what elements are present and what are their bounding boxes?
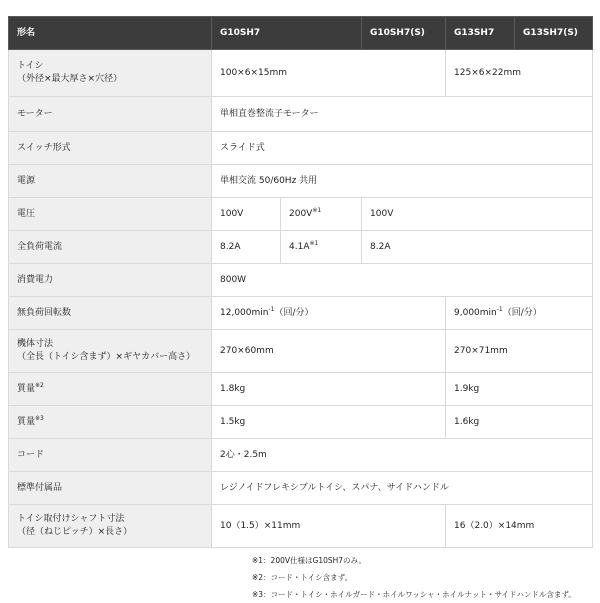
cell-current-2-value: 4.1A: [289, 241, 310, 252]
cell-accessories: レジノイドフレキシブルトイシ、スパナ、サイドハンドル: [212, 472, 593, 505]
cell-speed-g10-unit: （回/分）: [274, 307, 314, 318]
cell-current-1: 8.2A: [212, 231, 281, 264]
cell-speed-g10-sup: -1: [268, 305, 275, 313]
row-label-switch: スイッチ形式: [9, 132, 212, 165]
row-label-mass-3-text: 質量: [17, 416, 36, 427]
row-label-mass-2-note: ※2: [35, 381, 44, 389]
row-label-current: 全負荷電流: [9, 231, 212, 264]
header-row: [9, 17, 593, 50]
header-model-g10sh7s: G10SH7(S): [362, 17, 446, 50]
footnote-1: ※1：200V仕様はG10SH7のみ。: [252, 556, 366, 565]
cell-cord: 2心・2.5m: [212, 439, 593, 472]
row-label-power-source: 電源: [9, 165, 212, 198]
row-motor: [9, 97, 593, 132]
cell-speed-g13-value: 9,000min: [454, 307, 497, 318]
row-label-dimensions-line1: 機体寸法: [17, 339, 54, 349]
row-label-wheel-line2: （外径×最大厚さ×穴径）: [17, 74, 123, 84]
footnotes: [252, 552, 576, 603]
cell-current-2: [281, 231, 362, 264]
row-shaft: [9, 505, 593, 548]
row-label-mass-2: [9, 373, 212, 406]
spec-table-container: [8, 16, 592, 548]
header-model-g10sh7: G10SH7: [212, 17, 362, 50]
row-cord: [9, 439, 593, 472]
row-label-cord: コード: [9, 439, 212, 472]
row-label-wheel: [9, 50, 212, 97]
cell-voltage-3: 100V: [362, 198, 593, 231]
cell-voltage-1: 100V: [212, 198, 281, 231]
cell-shaft-g13: 16（2.0）×14mm: [446, 505, 593, 548]
row-label-shaft-line2: （径（ねじピッチ）×長さ）: [17, 527, 133, 537]
cell-current-2-note: ※1: [309, 239, 319, 247]
row-label-shaft: [9, 505, 212, 548]
cell-dimensions-g10: 270×60mm: [212, 330, 446, 373]
row-accessories: [9, 472, 593, 505]
row-label-mass-3-note: ※3: [35, 414, 44, 422]
cell-mass-2-g10: 1.8kg: [212, 373, 446, 406]
cell-speed-g10-value: 12,000min: [220, 307, 269, 318]
cell-consumption: 800W: [212, 264, 593, 297]
row-speed: [9, 297, 593, 330]
cell-mass-3-g13: 1.6kg: [446, 406, 593, 439]
row-mass-3: [9, 406, 593, 439]
row-power-source: [9, 165, 593, 198]
cell-dimensions-g13: 270×71mm: [446, 330, 593, 373]
row-label-mass-3: [9, 406, 212, 439]
row-current: [9, 231, 593, 264]
row-mass-2: [9, 373, 593, 406]
row-label-motor: モーター: [9, 97, 212, 132]
row-label-shaft-line1: トイシ取付けシャフト寸法: [17, 514, 125, 524]
cell-wheel-g10: 100×6×15mm: [212, 50, 446, 97]
row-label-voltage: 電圧: [9, 198, 212, 231]
cell-wheel-g13: 125×6×22mm: [446, 50, 593, 97]
row-voltage: [9, 198, 593, 231]
cell-speed-g13-unit: （回/分）: [502, 307, 542, 318]
spec-table: [8, 16, 593, 548]
cell-voltage-2-note: ※1: [312, 206, 322, 214]
row-label-mass-2-text: 質量: [17, 383, 36, 394]
row-wheel: [9, 50, 593, 97]
row-label-speed: 無負荷回転数: [9, 297, 212, 330]
footnote-2: ※2：コード・トイシ含まず。: [252, 573, 353, 582]
cell-mass-2-g13: 1.9kg: [446, 373, 593, 406]
header-model-g13sh7: G13SH7: [446, 17, 515, 50]
row-label-accessories: 標準付属品: [9, 472, 212, 505]
cell-voltage-2: [281, 198, 362, 231]
row-label-consumption: 消費電力: [9, 264, 212, 297]
cell-current-3: 8.2A: [362, 231, 593, 264]
row-label-wheel-line1: トイシ: [17, 61, 44, 71]
cell-speed-g13: [446, 297, 593, 330]
cell-speed-g10: [212, 297, 446, 330]
row-consumption: [9, 264, 593, 297]
header-model-label: 形名: [9, 17, 212, 50]
cell-voltage-2-value: 200V: [289, 208, 313, 219]
cell-speed-g13-sup: -1: [496, 305, 503, 313]
cell-mass-3-g10: 1.5kg: [212, 406, 446, 439]
footnote-3: ※3：コード・トイシ・ホイルガード・ホイルワッシャ・ホイルナット・サイドハンドル含まず。: [252, 590, 576, 599]
cell-switch: スライド式: [212, 132, 593, 165]
row-label-dimensions-line2: （全長（トイシ含まず）×ギヤカバー高さ）: [17, 352, 196, 362]
row-dimensions: [9, 330, 593, 373]
row-label-dimensions: [9, 330, 212, 373]
cell-motor: 単相直巻整流子モーター: [212, 97, 593, 132]
cell-power-source: 単相交流 50/60Hz 共用: [212, 165, 593, 198]
cell-shaft-g10: 10（1.5）×11mm: [212, 505, 446, 548]
row-switch: [9, 132, 593, 165]
header-model-g13sh7s: G13SH7(S): [515, 17, 593, 50]
